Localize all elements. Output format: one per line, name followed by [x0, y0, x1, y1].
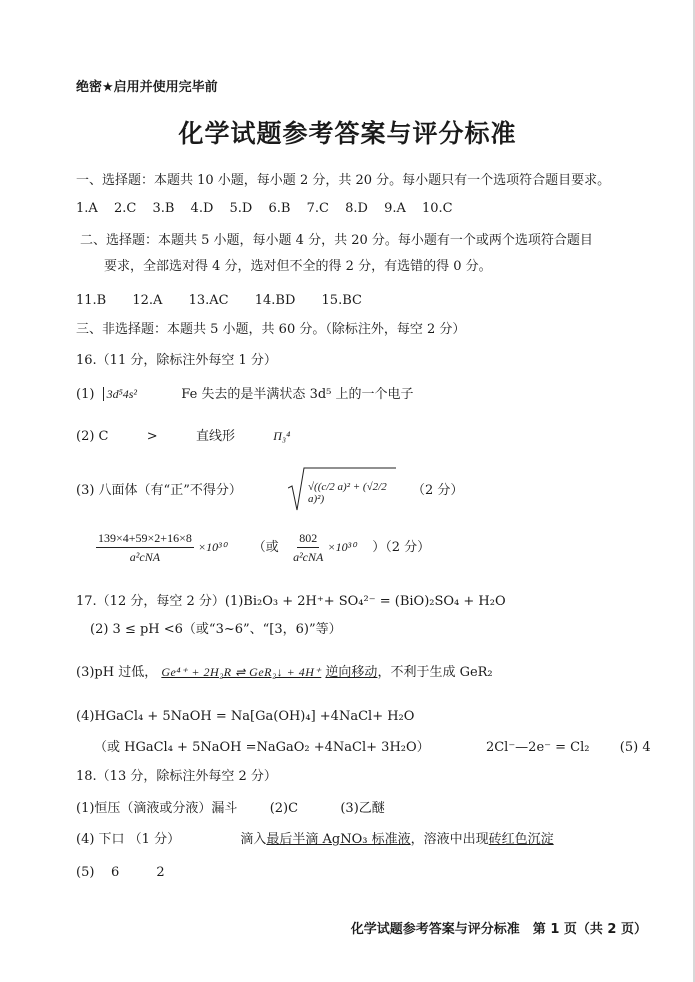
q17-part5: (5) 4	[619, 740, 651, 755]
answer: 7.C	[306, 201, 329, 216]
q18-parts-1-3	[76, 801, 385, 817]
q18-part3: (3)乙醚	[340, 801, 385, 816]
answer: 13.AC	[188, 293, 229, 308]
q17-heading: 17.（12 分，每空 2 分）(1)Bi₂O₃ + 2H⁺+ SO₄²⁻ = (BiO)₂SO₄ + H₂O	[76, 594, 506, 609]
part-suffix: ，不利于生成 GeR₂	[377, 665, 493, 680]
sec2-intro-line2: 要求，全部选对得 4 分，选对但不全的得 2 分，有选错的得 0 分。	[104, 259, 492, 274]
q18-heading: 18.（13 分，除标注外每空 2 分）	[76, 769, 277, 784]
sec2-intro-line1: 二、选择题：本题共 5 小题，每小题 4 分，共 20 分。每小题有一个或两个选项符合题目	[80, 233, 593, 248]
molecular-shape: 直线形	[195, 429, 235, 444]
q17-part4: (4)HGaCl₄ + 5NaOH = Na[Ga(OH)₄] +4NaCl+ H₂O	[76, 709, 415, 724]
page-title: 化学试题参考答案与评分标准	[178, 119, 517, 148]
part-label: (1)	[76, 387, 95, 402]
q17-part4-alt	[94, 740, 651, 756]
power-factor: ×10³⁰	[197, 540, 227, 554]
q17-part3	[76, 664, 493, 681]
q16-part1	[76, 386, 414, 403]
titrant-note: 最后半滴 AgNO₃ 标准液	[266, 832, 411, 847]
alt-equation: （或 HGaCl₄ + 5NaOH =NaGaO₂ +4NaCl+ 3H₂O）	[94, 740, 430, 755]
sqrt-formula	[288, 466, 398, 514]
fraction-numerator: 802	[297, 530, 319, 548]
q18-part4	[76, 832, 554, 848]
part-prefix: (3)pH 过低，	[76, 665, 158, 680]
answer: 11.B	[76, 293, 107, 308]
part-text: ，溶液中出现	[410, 832, 489, 847]
shift-direction: 逆向移动	[325, 665, 378, 680]
q16-heading: 16.（11 分，除标注外每空 1 分）	[76, 353, 277, 368]
answer: 1.A	[76, 201, 98, 216]
page-footer: 化学试题参考答案与评分标准 第 1 页（共 2 页）	[350, 922, 647, 937]
density-formula	[96, 530, 430, 565]
density-fraction	[96, 530, 194, 565]
answer: 8.D	[345, 201, 368, 216]
confidential-mark: 绝密★启用并使用完毕前	[76, 80, 218, 95]
fraction-numerator: 139×4+59×2+16×8	[96, 530, 194, 548]
endpoint-color: 砖红色沉淀	[488, 832, 554, 847]
answer: 9.A	[384, 201, 406, 216]
q16-part3-label: (3) 八面体（有“正”不得分）	[76, 483, 242, 498]
delocalized-pi-bond: Π₃⁴	[273, 429, 291, 443]
part1-explanation: Fe 失去的是半满状态 3d⁵ 上的一个电子	[181, 387, 414, 402]
electrode-reaction: 2Cl⁻—2e⁻ = Cl₂	[485, 740, 590, 755]
part-label: (2) C	[76, 429, 109, 444]
part3-score: ）（2 分）	[372, 540, 431, 555]
fraction-denominator: a²cNA	[129, 550, 161, 564]
density-fraction-alt	[293, 530, 323, 565]
q16-part2	[76, 428, 290, 445]
or-alternative: （或	[252, 540, 279, 555]
power-factor: ×10³⁰	[327, 540, 356, 554]
answer: 5.D	[229, 201, 253, 216]
comparison-sign: >	[146, 429, 158, 444]
equilibrium-equation: Ge⁴⁺ + 2H₂R ⇌ GeR₂↓ + 4H⁺	[161, 665, 322, 679]
answer: 6.B	[268, 201, 291, 216]
answer: 3.B	[152, 201, 175, 216]
sec3-intro: 三、非选择题：本题共 5 小题，共 60 分。（除标注外，每空 2 分）	[76, 322, 466, 337]
q18-part1: (1)恒压（滴液或分液）漏斗	[76, 801, 238, 816]
sec1-intro: 一、选择题：本题共 10 小题，每小题 2 分，共 20 分。每小题只有一个选项符合题目要求。	[76, 173, 611, 188]
sec2-answers	[76, 293, 362, 309]
answer: 4.D	[190, 201, 214, 216]
sec1-answers	[76, 201, 453, 217]
part-text: 滴入	[240, 832, 267, 847]
part-label: (4) 下口 （1 分）	[76, 832, 181, 847]
fraction-denominator: a²cNA	[293, 550, 324, 564]
answer: 12.A	[132, 293, 163, 308]
q16-part3-score: （2 分）	[412, 483, 464, 498]
q18-part5: (5) 6 2	[76, 865, 165, 880]
answer: 14.BD	[254, 293, 296, 308]
answer: 2.C	[113, 201, 137, 216]
answer: 15.BC	[321, 293, 362, 308]
q17-part2: (2) 3 ≤ pH <6（或“3~6”、“[3，6)”等）	[90, 622, 342, 637]
answer: 10.C	[422, 201, 453, 216]
q18-part2: (2)C	[269, 801, 299, 816]
electron-config: 3d⁵4s²	[103, 387, 137, 401]
sqrt-expression: √((c/2 a)² + (√2/2 a)²)	[308, 481, 387, 505]
